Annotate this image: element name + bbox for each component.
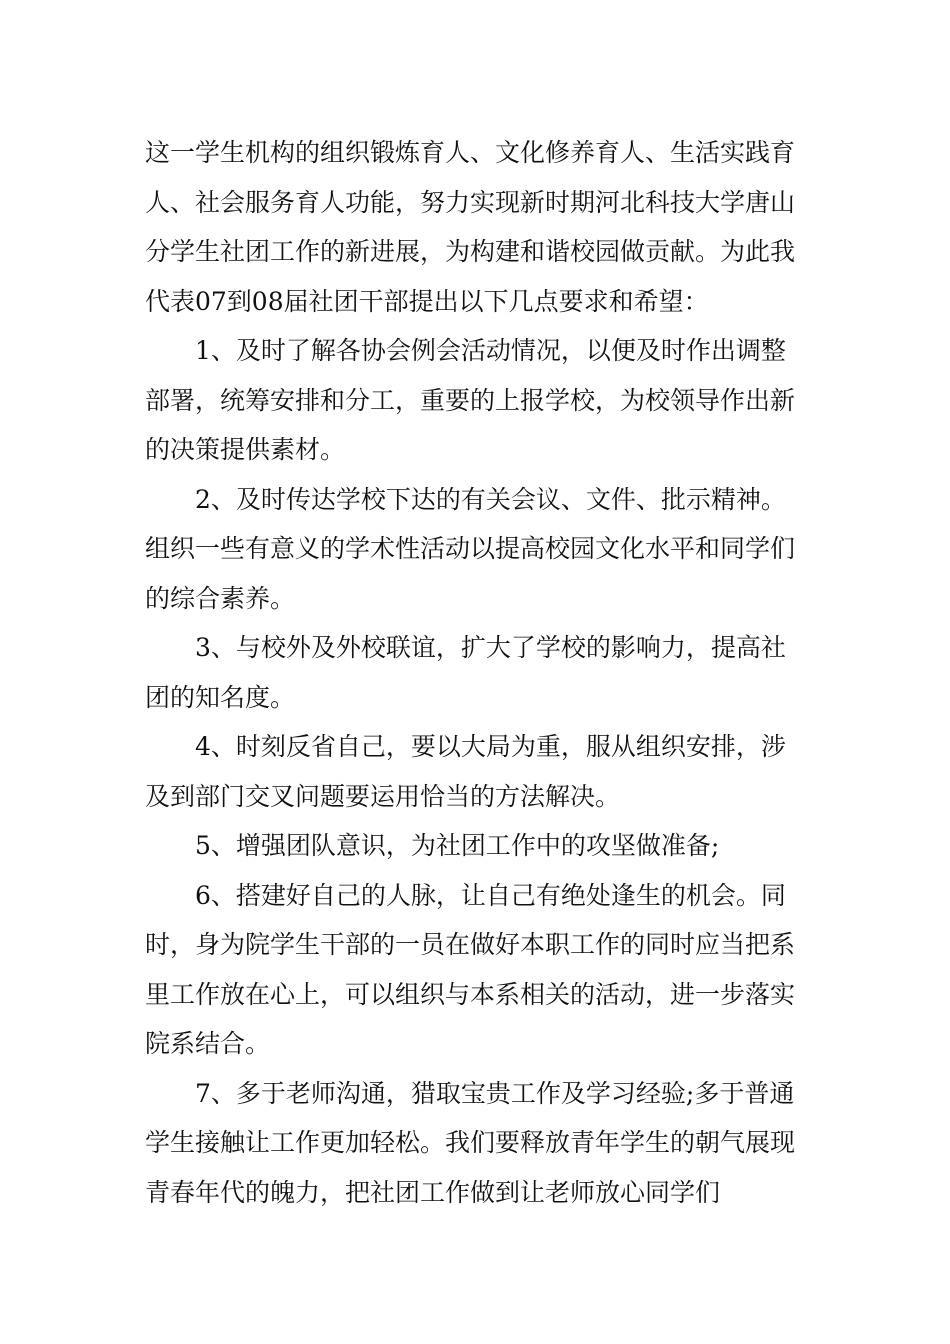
paragraph-item-2: 2、及时传达学校下达的有关会议、文件、批示精神。组织一些有意义的学术性活动以提高校园文化水平和同学们的综合素养。	[145, 484, 796, 613]
paragraph-intro: 这一学生机构的组织锻炼育人、文化修养育人、生活实践育人、社会服务育人功能，努力实现新时期河北科技大学唐山分学生社团工作的新进展，为构建和谐校园做贡献。为此我代表07到08届社团干部提出以下几点要求和希望：	[145, 138, 796, 316]
document-body	[145, 128, 810, 1217]
paragraph-item-6: 6、搭建好自己的人脉，让自己有绝处逢生的机会。同时，身为院学生干部的一员在做好本职工作的同时应当把系里工作放在心上，可以组织与本系相关的活动，进一步落实院系结合。	[145, 880, 796, 1058]
paragraph-item-4: 4、时刻反省自己，要以大局为重，服从组织安排，涉及到部门交叉问题要运用恰当的方法解决。	[145, 732, 786, 811]
paragraph-item-1: 1、及时了解各协会例会活动情况，以便及时作出调整部署，统筹安排和分工，重要的上报学校，为校领导作出新的决策提供素材。	[145, 336, 796, 464]
paragraph-item-3: 3、与校外及外校联谊，扩大了学校的影响力，提高社团的知名度。	[145, 633, 786, 712]
paragraph-item-5: 5、增强团队意识，为社团工作中的攻坚做准备;	[195, 831, 720, 860]
paragraph-item-7: 7、多于老师沟通，猎取宝贵工作及学习经验;多于普通学生接触让工作更加轻松。我们要释放青年学生的朝气展现青春年代的魄力，把社团工作做到让老师放心同学们	[145, 1078, 796, 1207]
